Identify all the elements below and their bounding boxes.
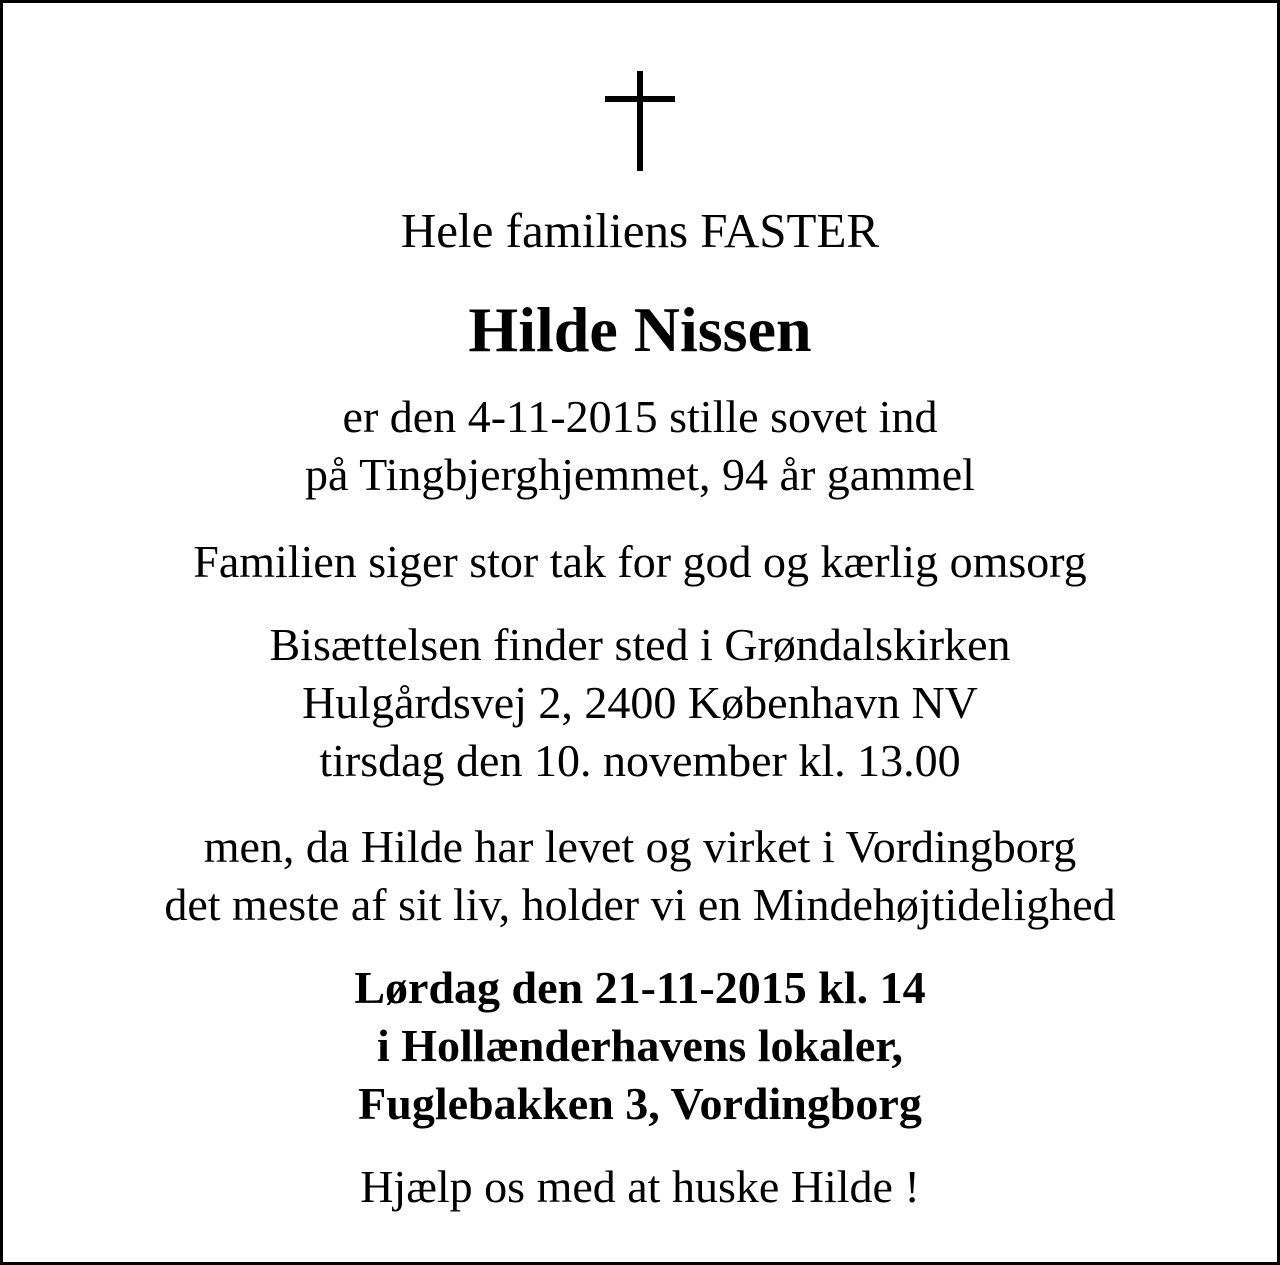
memorial-intro [3,818,1277,934]
memorial-event [3,959,1277,1133]
memorial-intro-line: men, da Hilde har levet og virket i Vordingborg [203,821,1077,872]
thanks-line: Familien siger stor tak for god og kærlig omsorg [193,536,1087,587]
deceased-name: Hilde Nissen [468,294,812,365]
closing-line: Hjælp os med at huske Hilde ! [360,1161,920,1212]
cross-vertical-bar [637,71,643,171]
funeral-line: tirsdag den 10. november kl. 13.00 [319,735,961,786]
death-notice [3,388,1277,504]
death-notice-line: på Tingbjerghjemmet, 94 år gammel [305,449,975,500]
cross-horizontal-bar [605,96,675,102]
memorial-event-line: i Hollænderhavens lokaler, [376,1020,904,1071]
memorial-event-line: Lørdag den 21-11-2015 kl. 14 [354,962,926,1013]
funeral-line: Bisættelsen finder sted i Grøndalskirken [269,619,1011,670]
death-notice-line: er den 4-11-2015 stille sovet ind [342,391,938,442]
memorial-intro-line: det meste af sit liv, holder vi en Mindehøjtidelighed [164,879,1116,930]
memorial-event-line: Fuglebakken 3, Vordingborg [358,1078,922,1129]
funeral-line: Hulgårdsvej 2, 2400 København NV [302,677,978,728]
cross-icon [605,71,675,171]
funeral-details [3,616,1277,790]
intro-line: Hele familiens FASTER [400,203,880,258]
